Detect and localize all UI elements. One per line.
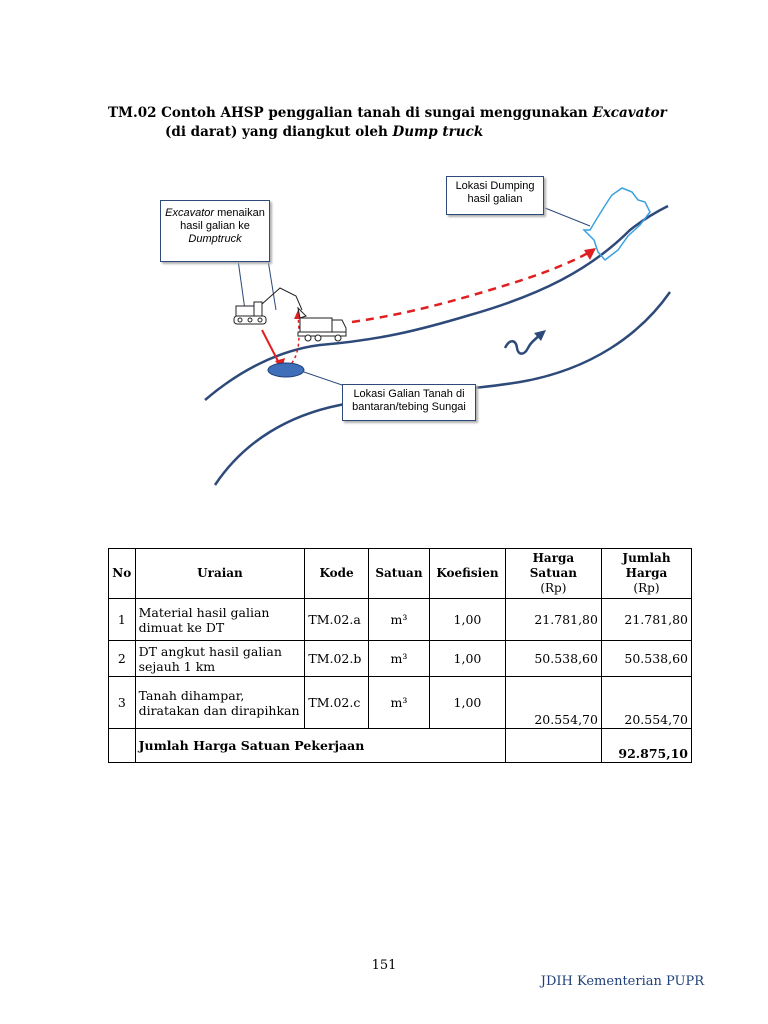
header-satuan: Satuan (368, 549, 429, 599)
row-harga: 20.554,70 (505, 677, 601, 729)
row-uraian: Material hasil galian dimuat ke DT (135, 599, 305, 641)
row-satuan: m³ (368, 641, 429, 677)
row-koefisien: 1,00 (430, 641, 506, 677)
header-jumlah-harga: Jumlah Harga (Rp) (601, 549, 691, 599)
header-no: No (109, 549, 136, 599)
row-no: 3 (109, 677, 136, 729)
diagram-svg (0, 170, 768, 500)
row-jumlah: 50.538,60 (601, 641, 691, 677)
total-label: Jumlah Harga Satuan Pekerjaan (135, 729, 505, 763)
callout-galian: Lokasi Galian Tanah di bantaran/tebing Sungai (342, 384, 476, 421)
lift-path (288, 315, 299, 368)
heading-line-2: (di darat) yang diangkut oleh Dump truck (165, 124, 484, 140)
header-kode: Kode (305, 549, 368, 599)
row-harga: 21.781,80 (505, 599, 601, 641)
table-row (109, 599, 692, 641)
excavation-pit (268, 363, 304, 377)
section-heading (108, 104, 728, 142)
row-kode: TM.02.b (305, 641, 368, 677)
total-harga-cell (505, 729, 601, 763)
row-no: 1 (109, 599, 136, 641)
row-jumlah: 20.554,70 (601, 677, 691, 729)
row-jumlah: 21.781,80 (601, 599, 691, 641)
header-harga-satuan: Harga Satuan (Rp) (505, 549, 601, 599)
row-kode: TM.02.c (305, 677, 368, 729)
dump-truck-icon (298, 318, 346, 341)
flow-direction-icon (505, 334, 540, 354)
table-header-row (109, 549, 692, 599)
haul-route (352, 252, 590, 322)
row-uraian: Tanah dihampar, diratakan dan dirapihkan (135, 677, 305, 729)
header-koefisien: Koefisien (430, 549, 506, 599)
excavator-leader-2 (268, 260, 276, 310)
ahsp-table (108, 548, 692, 763)
dumping-leader (545, 208, 590, 226)
total-no-cell (109, 729, 136, 763)
table-row (109, 641, 692, 677)
galian-leader (304, 372, 345, 386)
row-no: 2 (109, 641, 136, 677)
row-uraian: DT angkut hasil galian sejauh 1 km (135, 641, 305, 677)
callout-excavator: Excavator menaikan hasil galian ke Dumptruck (160, 200, 270, 262)
page-number: 151 (371, 958, 397, 973)
header-uraian: Uraian (135, 549, 305, 599)
row-satuan: m³ (368, 677, 429, 729)
excavation-diagram (0, 170, 768, 500)
row-koefisien: 1,00 (430, 677, 506, 729)
table-total-row (109, 729, 692, 763)
row-satuan: m³ (368, 599, 429, 641)
row-koefisien: 1,00 (430, 599, 506, 641)
callout-dumping: Lokasi Dumping hasil galian (446, 176, 544, 215)
heading-line-1: TM.02 Contoh AHSP penggalian tanah di sungai menggunakan Excavator (108, 105, 667, 121)
row-kode: TM.02.a (305, 599, 368, 641)
excavator-leader (238, 260, 245, 310)
footer-text: JDIH Kementerian PUPR (540, 974, 704, 989)
total-value: 92.875,10 (601, 729, 691, 763)
table-row (109, 677, 692, 729)
row-harga: 50.538,60 (505, 641, 601, 677)
